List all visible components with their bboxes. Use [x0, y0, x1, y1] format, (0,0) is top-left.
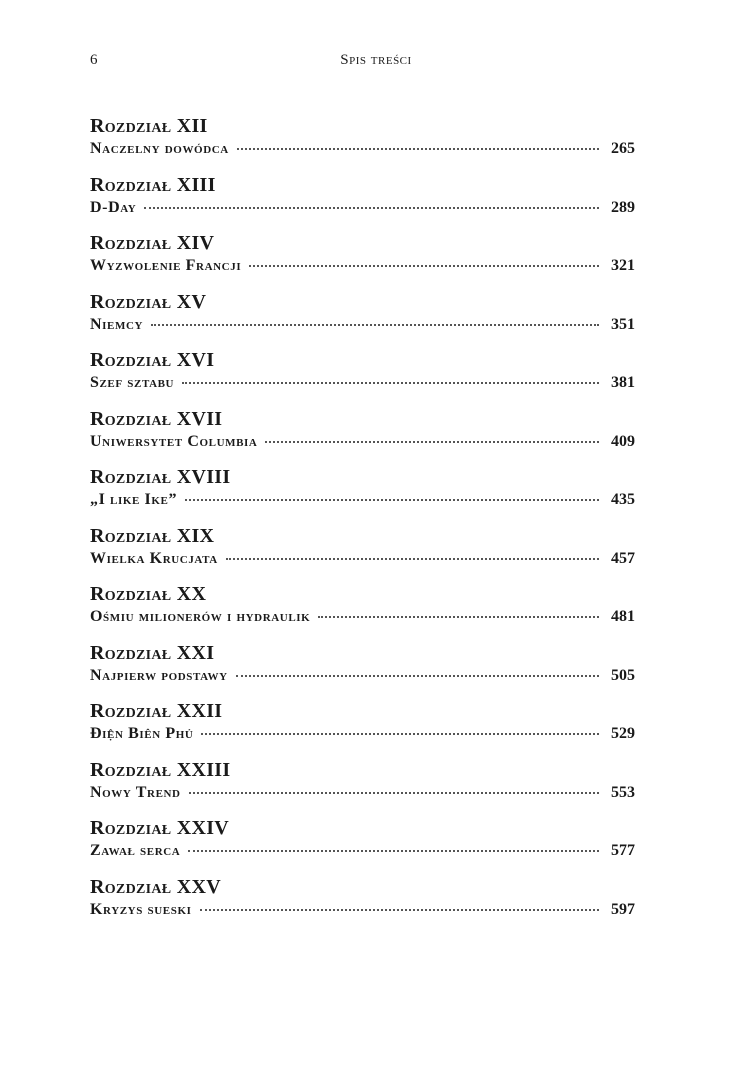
chapter-line[interactable] [90, 901, 635, 923]
page-reference: 351 [611, 315, 635, 333]
page-reference: 265 [611, 140, 635, 157]
page-reference: 321 [611, 257, 635, 274]
chapter-line[interactable] [90, 667, 635, 689]
page-reference: 481 [611, 608, 635, 625]
dot-leader [151, 324, 599, 326]
chapter-title: Zawał serca [90, 842, 181, 859]
chapter-label: Rozdział XIII [90, 173, 216, 196]
page-reference: 457 [611, 549, 635, 567]
chapter-title: Wyzwolenie Francji [90, 257, 242, 274]
chapter-label: Rozdział XXV [90, 875, 221, 898]
toc-entry [90, 173, 635, 232]
page-reference: 597 [611, 900, 635, 918]
page-number: 6 [90, 52, 98, 68]
toc-entry [90, 816, 635, 875]
toc-entry [90, 290, 635, 349]
page-reference: 289 [611, 198, 635, 216]
dot-leader [185, 499, 599, 501]
chapter-title: D-Day [90, 198, 137, 216]
toc-entry [90, 524, 635, 583]
page-reference: 409 [611, 432, 635, 450]
chapter-title: Kryzys sueski [90, 900, 192, 918]
chapter-line[interactable] [90, 725, 635, 747]
toc-entry [90, 407, 635, 466]
chapter-label: Rozdział XXIII [90, 758, 231, 781]
chapter-title: „I like Ike” [90, 491, 178, 508]
page-reference: 529 [611, 725, 635, 742]
chapter-line[interactable] [90, 550, 635, 572]
running-title: Spis treści [340, 52, 412, 68]
chapter-line[interactable] [90, 140, 635, 162]
chapter-title: Uniwersytet Columbia [90, 432, 258, 450]
dot-leader [236, 675, 599, 677]
chapter-label: Rozdział XXI [90, 641, 215, 664]
chapter-title: Nowy Trend [90, 783, 181, 801]
dot-leader [144, 207, 599, 209]
table-of-contents [90, 114, 635, 933]
page-reference: 505 [611, 666, 635, 684]
dot-leader [188, 850, 599, 852]
chapter-line[interactable] [90, 199, 635, 221]
dot-leader [201, 733, 599, 735]
chapter-line[interactable] [90, 608, 635, 630]
chapter-label: Rozdział XVII [90, 407, 223, 430]
dot-leader [200, 909, 600, 911]
page-reference: 553 [611, 783, 635, 801]
toc-entry [90, 582, 635, 641]
toc-entry [90, 699, 635, 758]
dot-leader [237, 148, 599, 150]
chapter-line[interactable] [90, 374, 635, 396]
chapter-label: Rozdział XX [90, 583, 207, 605]
chapter-label: Rozdział XXII [90, 700, 223, 722]
chapter-title: Wielka Krucjata [90, 549, 218, 567]
chapter-title: Điện Biên Phủ [90, 725, 194, 742]
page-header [90, 52, 662, 76]
dot-leader [249, 265, 599, 267]
chapter-label: Rozdział XIV [90, 232, 215, 254]
page-reference: 435 [611, 491, 635, 508]
chapter-line[interactable] [90, 433, 635, 455]
toc-entry [90, 348, 635, 407]
chapter-title: Niemcy [90, 315, 144, 333]
chapter-label: Rozdział XVI [90, 349, 215, 371]
chapter-line[interactable] [90, 784, 635, 806]
chapter-line[interactable] [90, 491, 635, 513]
dot-leader [265, 441, 599, 443]
chapter-label: Rozdział XVIII [90, 466, 231, 488]
chapter-label: Rozdział XV [90, 290, 207, 313]
toc-entry [90, 641, 635, 700]
chapter-line[interactable] [90, 316, 635, 338]
page-reference: 577 [611, 842, 635, 859]
dot-leader [182, 382, 599, 384]
dot-leader [318, 616, 599, 618]
chapter-title: Naczelny dowódca [90, 140, 229, 157]
toc-entry [90, 758, 635, 817]
chapter-label: Rozdział XIX [90, 524, 215, 547]
dot-leader [226, 558, 599, 560]
chapter-title: Ośmiu milionerów i hydraulik [90, 608, 311, 625]
toc-entry [90, 465, 635, 524]
toc-entry [90, 875, 635, 934]
dot-leader [189, 792, 599, 794]
chapter-title: Szef sztabu [90, 374, 175, 391]
toc-entry [90, 114, 635, 173]
chapter-title: Najpierw podstawy [90, 666, 228, 684]
toc-entry [90, 231, 635, 290]
chapter-line[interactable] [90, 842, 635, 864]
chapter-label: Rozdział XXIV [90, 817, 230, 839]
chapter-label: Rozdział XII [90, 115, 208, 137]
page-reference: 381 [611, 374, 635, 391]
chapter-line[interactable] [90, 257, 635, 279]
